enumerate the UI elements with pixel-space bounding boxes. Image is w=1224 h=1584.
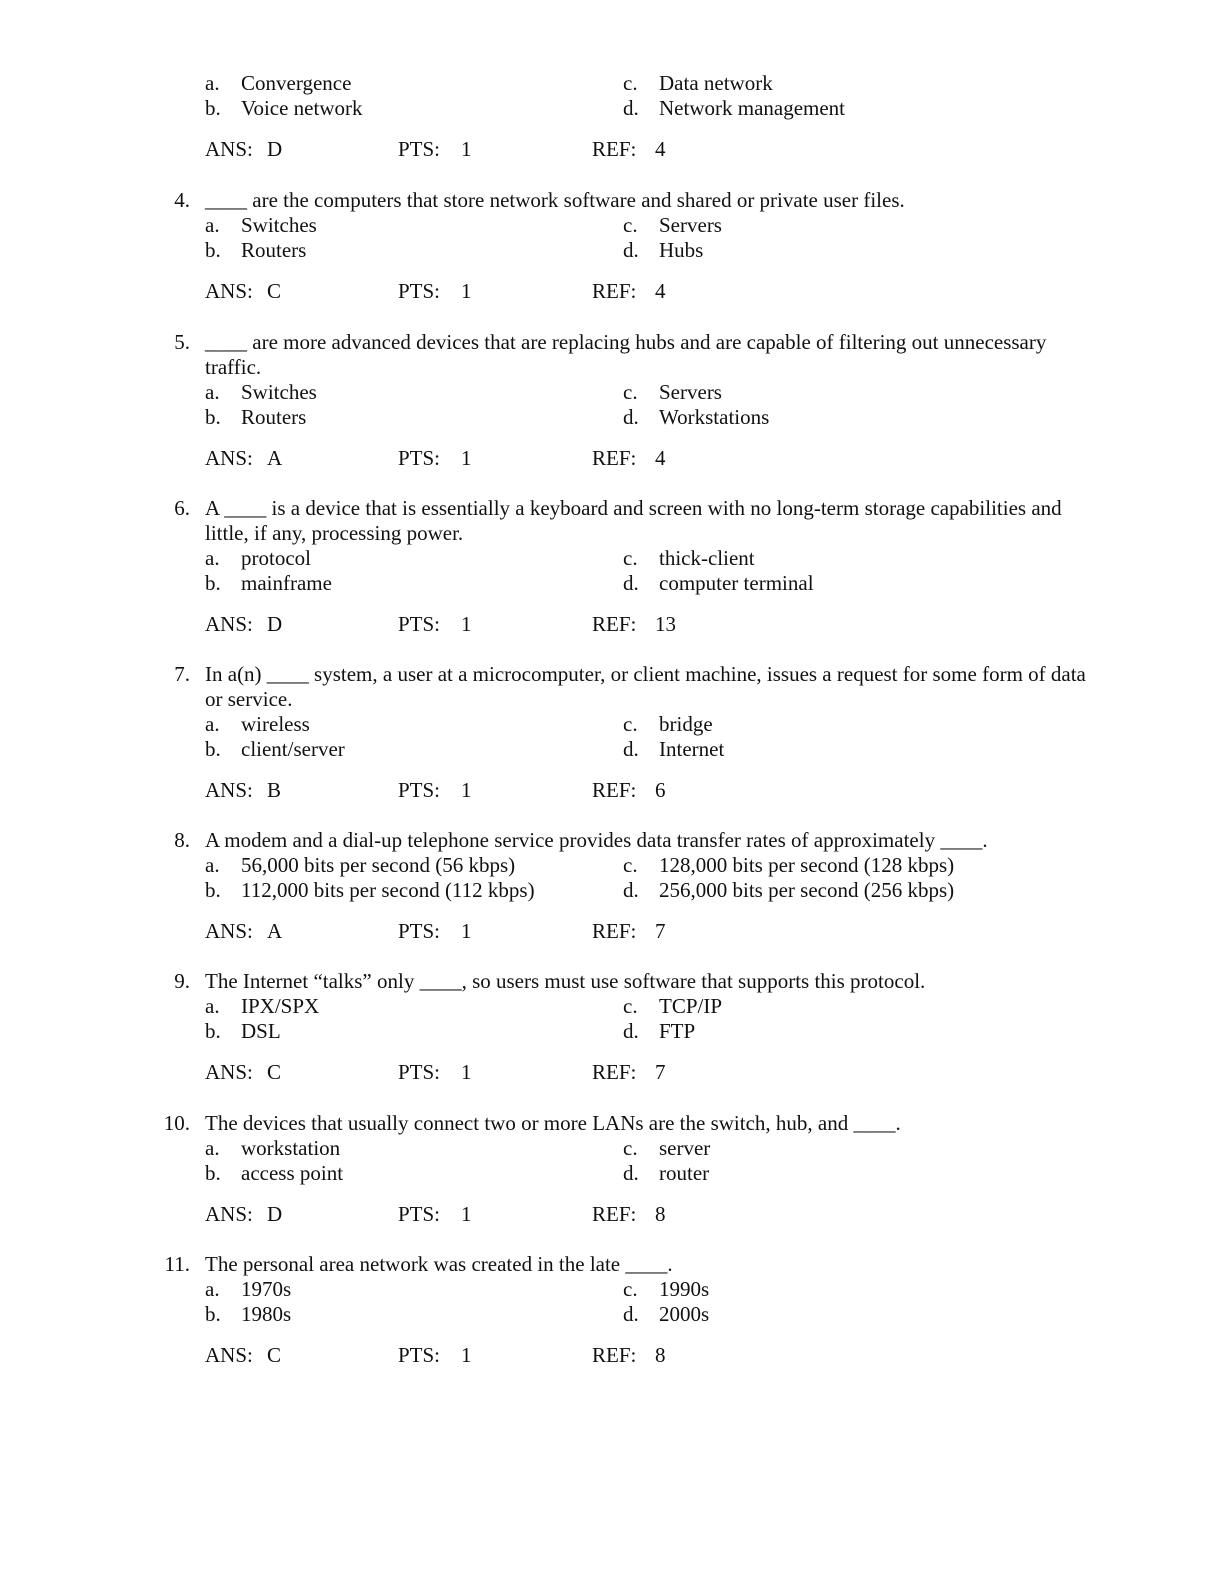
ans-label: ANS: xyxy=(205,1060,253,1084)
pts-label: PTS: xyxy=(398,137,441,161)
option-letter: c. xyxy=(623,1136,638,1160)
answer-option-b xyxy=(205,1161,343,1186)
pts-label: PTS: xyxy=(398,612,441,636)
option-letter: c. xyxy=(623,71,638,95)
answer-option-c xyxy=(623,71,773,96)
pts-value: 1 xyxy=(461,919,472,943)
ref-value: 8 xyxy=(655,1343,666,1367)
answer-option-a xyxy=(205,1136,340,1161)
pts-value: 1 xyxy=(461,612,472,636)
question-text: In a(n) ____ system, a user at a microcomputer, or client machine, issues a request for some form of data or service. xyxy=(205,662,1086,711)
pts-value: 1 xyxy=(461,279,472,303)
answer-option-b xyxy=(205,405,306,430)
option-letter: b. xyxy=(205,571,221,595)
option-letter: d. xyxy=(623,96,639,120)
question-number: 11. xyxy=(164,1252,190,1276)
pts-value: 1 xyxy=(461,446,472,470)
ref-value: 7 xyxy=(655,919,666,943)
option-letter: a. xyxy=(205,71,220,95)
ref-value: 4 xyxy=(655,446,666,470)
question-number: 9. xyxy=(174,969,190,993)
answer-option-d xyxy=(623,737,724,762)
question-number: 6. xyxy=(174,496,190,520)
option-letter: c. xyxy=(623,380,638,404)
answer-option-a xyxy=(205,213,317,238)
question-number: 7. xyxy=(174,662,190,686)
ans-label: ANS: xyxy=(205,919,253,943)
ref-value: 8 xyxy=(655,1202,666,1226)
answer-option-d xyxy=(623,1302,709,1327)
option-letter: d. xyxy=(623,238,639,262)
option-text: protocol xyxy=(241,546,311,570)
answer-option-b xyxy=(205,571,332,596)
option-text: 1990s xyxy=(659,1277,710,1301)
answer-option-c xyxy=(623,1136,710,1161)
option-letter: a. xyxy=(205,994,220,1018)
option-letter: b. xyxy=(205,96,221,120)
ans-value: B xyxy=(267,778,282,802)
ans-value: C xyxy=(267,1343,282,1367)
pts-label: PTS: xyxy=(398,919,441,943)
option-letter: a. xyxy=(205,853,220,877)
ans-value: A xyxy=(267,919,283,943)
answer-key-row xyxy=(205,446,695,471)
answer-key-row xyxy=(205,778,695,803)
option-text: Routers xyxy=(241,405,307,429)
option-letter: a. xyxy=(205,712,220,736)
answer-option-a xyxy=(205,380,317,405)
option-letter: a. xyxy=(205,546,220,570)
answer-option-d xyxy=(623,96,845,121)
answer-option-b xyxy=(205,1302,291,1327)
option-letter: a. xyxy=(205,213,220,237)
option-text: DSL xyxy=(241,1019,281,1043)
option-text: server xyxy=(659,1136,711,1160)
option-letter: a. xyxy=(205,380,220,404)
option-text: Voice network xyxy=(241,96,363,120)
ref-label: REF: xyxy=(592,1202,637,1226)
pts-label: PTS: xyxy=(398,446,441,470)
option-text: Servers xyxy=(659,380,722,404)
option-text: client/server xyxy=(241,737,345,761)
option-letter: d. xyxy=(623,405,639,429)
option-letter: b. xyxy=(205,737,221,761)
ref-label: REF: xyxy=(592,446,637,470)
answer-key-row xyxy=(205,279,695,304)
option-text: 256,000 bits per second (256 kbps) xyxy=(659,878,955,902)
question-text: A ____ is a device that is essentially a keyboard and screen with no long-term storage capabilities and little, if any, processing power. xyxy=(205,496,1062,545)
ans-label: ANS: xyxy=(205,1202,253,1226)
answer-option-b xyxy=(205,96,363,121)
answer-option-a xyxy=(205,994,319,1019)
ref-label: REF: xyxy=(592,612,637,636)
answer-option-c xyxy=(623,380,722,405)
answer-option-b xyxy=(205,238,306,263)
question-number: 10. xyxy=(163,1111,190,1135)
answer-option-d xyxy=(623,571,814,596)
option-letter: d. xyxy=(623,1161,639,1185)
pts-label: PTS: xyxy=(398,1060,441,1084)
ans-value: A xyxy=(267,446,283,470)
option-letter: d. xyxy=(623,1019,639,1043)
option-letter: c. xyxy=(623,994,638,1018)
option-text: Workstations xyxy=(659,405,770,429)
option-text: Convergence xyxy=(241,71,352,95)
pts-label: PTS: xyxy=(398,1202,441,1226)
option-text: computer terminal xyxy=(659,571,814,595)
answer-key-row xyxy=(205,1060,695,1085)
option-letter: d. xyxy=(623,737,639,761)
ans-label: ANS: xyxy=(205,612,253,636)
answer-option-a xyxy=(205,1277,291,1302)
option-letter: b. xyxy=(205,1161,221,1185)
option-letter: b. xyxy=(205,1302,221,1326)
option-text: access point xyxy=(241,1161,344,1185)
option-text: 1980s xyxy=(241,1302,292,1326)
option-letter: d. xyxy=(623,878,639,902)
answer-option-c xyxy=(623,546,755,571)
option-letter: c. xyxy=(623,1277,638,1301)
question-text: The Internet “talks” only ____, so users must use software that supports this protocol. xyxy=(205,969,926,993)
ans-label: ANS: xyxy=(205,279,253,303)
pts-value: 1 xyxy=(461,1202,472,1226)
option-letter: c. xyxy=(623,213,638,237)
pts-value: 1 xyxy=(461,137,472,161)
option-text: mainframe xyxy=(241,571,332,595)
option-text: Internet xyxy=(659,737,725,761)
option-text: FTP xyxy=(659,1019,696,1043)
answer-option-a xyxy=(205,546,311,571)
ref-value: 4 xyxy=(655,137,666,161)
answer-option-b xyxy=(205,878,535,903)
option-letter: d. xyxy=(623,571,639,595)
ans-label: ANS: xyxy=(205,446,253,470)
ref-label: REF: xyxy=(592,919,637,943)
answer-option-c xyxy=(623,213,722,238)
option-text: bridge xyxy=(659,712,713,736)
ref-value: 6 xyxy=(655,778,666,802)
ref-label: REF: xyxy=(592,279,637,303)
ref-label: REF: xyxy=(592,137,637,161)
option-letter: a. xyxy=(205,1277,220,1301)
answer-option-c xyxy=(623,712,713,737)
question-text: The devices that usually connect two or more LANs are the switch, hub, and ____. xyxy=(205,1111,901,1135)
question-text: The personal area network was created in the late ____. xyxy=(205,1252,673,1276)
answer-option-d xyxy=(623,238,703,263)
question-text: A modem and a dial-up telephone service provides data transfer rates of approximately ____. xyxy=(205,828,988,852)
option-text: thick-client xyxy=(659,546,755,570)
option-letter: b. xyxy=(205,878,221,902)
ref-label: REF: xyxy=(592,778,637,802)
answer-option-d xyxy=(623,1161,709,1186)
answer-option-a xyxy=(205,712,310,737)
option-text: Network management xyxy=(659,96,846,120)
ref-value: 4 xyxy=(655,279,666,303)
ans-label: ANS: xyxy=(205,778,253,802)
answer-option-d xyxy=(623,1019,695,1044)
pts-value: 1 xyxy=(461,778,472,802)
answer-key-row xyxy=(205,137,695,162)
option-text: 2000s xyxy=(659,1302,710,1326)
pts-label: PTS: xyxy=(398,279,441,303)
answer-option-b xyxy=(205,737,345,762)
option-text: 1970s xyxy=(241,1277,292,1301)
answer-option-c xyxy=(623,994,722,1019)
option-text: IPX/SPX xyxy=(241,994,320,1018)
question-text: ____ are the computers that store network software and shared or private user files. xyxy=(205,188,905,212)
option-text: wireless xyxy=(241,712,310,736)
ans-value: D xyxy=(267,137,283,161)
answer-key-row xyxy=(205,1343,695,1368)
answer-key-row xyxy=(205,612,695,637)
option-text: TCP/IP xyxy=(659,994,723,1018)
ans-label: ANS: xyxy=(205,1343,253,1367)
pts-value: 1 xyxy=(461,1343,472,1367)
ans-value: D xyxy=(267,1202,283,1226)
question-text: ____ are more advanced devices that are replacing hubs and are capable of filtering out unnecessary traffic. xyxy=(205,330,1047,379)
option-text: Switches xyxy=(241,380,317,404)
option-text: Switches xyxy=(241,213,317,237)
question-number: 4. xyxy=(174,188,190,212)
answer-option-c xyxy=(623,853,954,878)
answer-key-row xyxy=(205,919,695,944)
option-text: Routers xyxy=(241,238,307,262)
ref-label: REF: xyxy=(592,1343,637,1367)
option-letter: d. xyxy=(623,1302,639,1326)
ref-label: REF: xyxy=(592,1060,637,1084)
option-letter: b. xyxy=(205,1019,221,1043)
ans-value: C xyxy=(267,279,282,303)
option-text: Servers xyxy=(659,213,722,237)
answer-option-a xyxy=(205,853,515,878)
question-number: 8. xyxy=(174,828,190,852)
answer-option-d xyxy=(623,405,769,430)
pts-value: 1 xyxy=(461,1060,472,1084)
option-letter: b. xyxy=(205,238,221,262)
option-letter: c. xyxy=(623,546,638,570)
option-letter: a. xyxy=(205,1136,220,1160)
ans-value: D xyxy=(267,612,283,636)
option-text: Data network xyxy=(659,71,773,95)
pts-label: PTS: xyxy=(398,778,441,802)
option-letter: c. xyxy=(623,712,638,736)
option-letter: c. xyxy=(623,853,638,877)
option-text: Hubs xyxy=(659,238,704,262)
answer-option-c xyxy=(623,1277,709,1302)
option-text: 112,000 bits per second (112 kbps) xyxy=(241,878,535,902)
pts-label: PTS: xyxy=(398,1343,441,1367)
option-text: router xyxy=(659,1161,710,1185)
ans-label: ANS: xyxy=(205,137,253,161)
option-text: workstation xyxy=(241,1136,341,1160)
answer-option-a xyxy=(205,71,351,96)
option-letter: b. xyxy=(205,405,221,429)
ans-value: C xyxy=(267,1060,282,1084)
answer-key-row xyxy=(205,1202,695,1227)
ref-value: 13 xyxy=(655,612,676,636)
option-text: 56,000 bits per second (56 kbps) xyxy=(241,853,516,877)
answer-option-d xyxy=(623,878,954,903)
answer-option-b xyxy=(205,1019,281,1044)
option-text: 128,000 bits per second (128 kbps) xyxy=(659,853,955,877)
ref-value: 7 xyxy=(655,1060,666,1084)
question-number: 5. xyxy=(174,330,190,354)
